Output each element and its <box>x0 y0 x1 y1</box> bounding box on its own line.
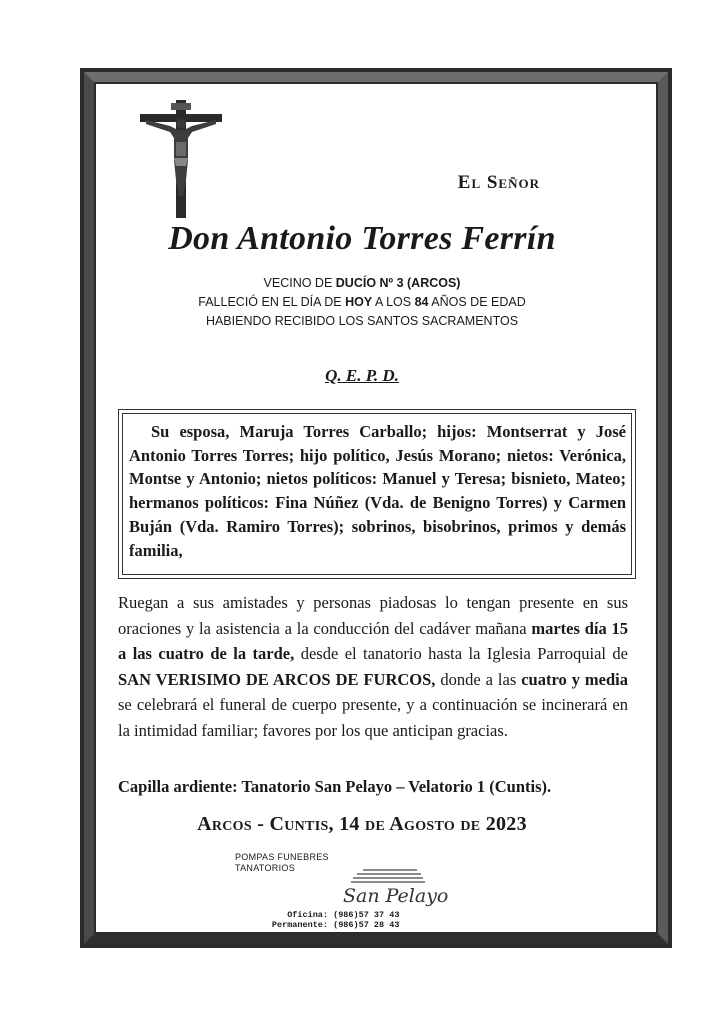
title-el-senor: El Señor <box>457 172 540 193</box>
phone-permanent <box>266 920 399 930</box>
notice-line-residence <box>0 274 724 293</box>
body-part-1: Ruegan a sus amistades y personas piadosas lo tengan presente en sus oraciones y la asistencia a la conducción del cadáver mañana <box>118 593 628 638</box>
body-bold-date: martes día 15 a las cuatro de la tarde, <box>118 618 628 663</box>
notice-line-sacraments: HABIENDO RECIBIDO LOS SANTOS SACRAMENTOS <box>205 314 519 328</box>
qepd-heading: Q. E. P. D. <box>325 366 399 385</box>
notice-line2-mid: A LOS <box>372 295 415 309</box>
capilla-ardiente: Capilla ardiente: Tanatorio San Pelayo – Velatorio 1 (Cuntis). <box>118 777 552 796</box>
phone-office-number: (986)57 37 43 <box>333 910 400 920</box>
phone-office <box>266 910 399 920</box>
place-date: Arcos - Cuntis, 14 de Agosto de 2023 <box>197 813 527 835</box>
notice-line1-prefix: VECINO DE <box>263 276 336 290</box>
notice-line1-address: DUCÍO Nº 3 (ARCOS) <box>335 276 461 290</box>
family-text: Su esposa, Maruja Torres Carballo; hijos: Montserrat y José Antonio Torres Torres; hijo político, Jesús Morano; nietos: Verónica, Montse y Antonio; nietos políticos: Manuel y Teresa; bisnieto, Mateo; hermanos políticos: Fina Núñez (Vda. de Benigno Torres) y Carmen Buján (Vda. Ramiro Torres); sobrinos, bisobrinos, primos y demás familia, <box>122 413 632 575</box>
notice-line2-prefix: FALLECIÓ EN EL DÍA DE <box>198 295 346 309</box>
family-box <box>118 409 636 579</box>
funeraria-line2: TANATORIOS <box>235 863 296 873</box>
crucifix-icon <box>140 100 222 218</box>
body-part-3: donde a las <box>435 669 522 689</box>
funeraria-labels <box>235 852 329 874</box>
notice-line2-day: HOY <box>345 295 373 309</box>
deceased-name: Don Antonio Torres Ferrín <box>168 220 556 257</box>
phone-permanent-label: Permanente: <box>271 920 328 930</box>
notice-line-death <box>0 293 724 312</box>
funeraria-line1: POMPAS FUNEBRES <box>235 852 329 862</box>
phone-office-label: Oficina: <box>287 910 328 920</box>
body-bold-church: SAN VERISIMO DE ARCOS DE FURCOS, <box>118 669 436 689</box>
notice-block <box>0 274 724 331</box>
phone-list <box>266 910 399 930</box>
logo-text: San Pelayo <box>343 885 449 907</box>
body-part-2: desde el tanatorio hasta la Iglesia Parroquial de <box>294 644 629 663</box>
body-part-4: se celebrará el funeral de cuerpo presente, y a continuación se incinerará en la intimidad familiar; favores por los que anticipan gracias. <box>118 695 628 740</box>
san-pelayo-logo <box>335 862 449 912</box>
body-paragraph <box>118 590 628 743</box>
body-bold-time: cuatro y media <box>521 669 628 689</box>
notice-line2-age: 84 <box>414 295 429 309</box>
notice-line2-suffix: AÑOS DE EDAD <box>428 295 526 309</box>
phone-permanent-number: (986)57 28 43 <box>333 920 400 930</box>
